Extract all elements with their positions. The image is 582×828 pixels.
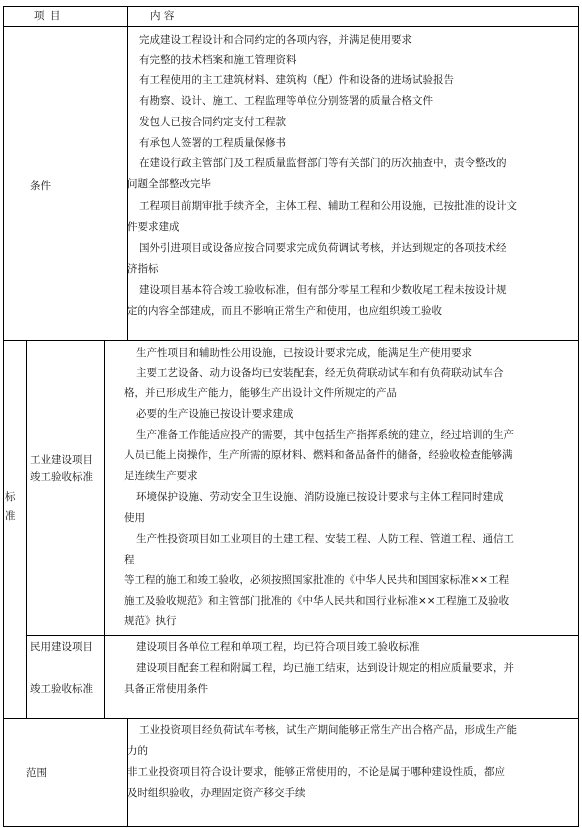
right-border	[578, 6, 579, 827]
industrial-line: 生产性项目和辅助性公用设施，已按设计要求完成，能满足生产使用要求	[136, 347, 472, 359]
conditions-line: 件要求建成	[127, 221, 180, 233]
conditions-bottom-divider	[3, 340, 579, 341]
industrial-line: 足连续生产要求	[124, 470, 198, 482]
industrial-line: 必要的生产设施已按设计要求建成	[136, 408, 294, 420]
civil-line: 建设项目配套工程和附属工程，均已施工结束，达到设计规定的相应质量要求，并	[136, 662, 514, 674]
standards-label-char: 标	[5, 491, 16, 503]
industrial-standard-label: 竣工验收标准	[30, 471, 93, 483]
column-divider-upper	[127, 6, 128, 340]
industrial-line: 人员已能上岗操作，生产所需的原材料、燃料和备品备件的储备，经验收检查能够满	[124, 449, 513, 461]
conditions-line: 济指标	[127, 263, 159, 275]
industrial-line: 生产性投资项目如工业项目的土建工程、安装工程、人防工程、管道工程、通信工	[136, 533, 514, 545]
industrial-line: 施工及验收规范》和主管部门批准的《中华人民共和国行业标准××工程施工及验收	[124, 595, 510, 607]
standards-label-char: 准	[5, 510, 16, 522]
conditions-line: 在建设行政主管部门及工程质量监督部门等有关部门的历次抽查中，责令整改的	[139, 157, 507, 169]
scope-line: 工业投资项目经负荷试车考核，试生产期间能够正常生产出合格产品，形成生产能	[139, 724, 517, 736]
conditions-line: 有完整的技术档案和施工管理资料	[139, 54, 297, 66]
conditions-line: 完成建设工程设计和合同约定的各项内容，并满足使用要求	[139, 34, 412, 46]
column-divider-standards	[104, 340, 105, 718]
industrial-line: 程	[124, 554, 135, 566]
civil-line: 具备正常使用条件	[124, 683, 208, 695]
industrial-standard-label: 工业建设项目	[30, 454, 93, 466]
conditions-line: 有承包人签署的工程质量保修书	[139, 137, 286, 149]
civil-standard-label: 民用建设项目	[30, 641, 93, 653]
industrial-line: 规范》执行	[124, 615, 177, 627]
scope-line: 非工业投资项目符合设计要求，能够正常使用的，不论是属于哪种建设性质，都应	[127, 766, 505, 778]
industrial-line: 使用	[124, 512, 145, 524]
standards-bottom-divider	[3, 718, 579, 719]
civil-line: 建设项目各单位工程和单项工程，均已符合项目竣工验收标准	[136, 641, 420, 653]
conditions-line: 有工程使用的主工建筑材料、建筑构（配）件和设备的进场试验报告	[139, 74, 454, 86]
industrial-line: 环境保护设施、劳动安全卫生设施、消防设施已按设计要求与主体工程同时建成	[136, 491, 504, 503]
scope-line: 及时组织验收，办理固定资产移交手续	[127, 787, 306, 799]
left-border	[3, 6, 4, 827]
civil-standard-label: 竣工验收标准	[30, 683, 93, 695]
conditions-line: 有勘察、设计、施工、工程监理等单位分别签署的质量合格文件	[139, 95, 433, 107]
header-item-label: 项 目	[34, 10, 62, 22]
bottom-border	[3, 826, 579, 827]
conditions-line: 发包人已按合同约定支付工程款	[139, 116, 286, 128]
header-divider	[3, 26, 579, 27]
industrial-line: 生产准备工作能适应投产的需要，其中包括生产指挥系统的建立，经过培训的生产	[136, 429, 514, 441]
industrial-line: 等工程的施工和竣工验收，必须按照国家批准的《中华人民共和国国家标准××工程	[124, 574, 510, 586]
conditions-line: 工程项目前期审批手续齐全，主体工程、辅助工程和公用设施，已按批准的设计文	[139, 200, 517, 212]
industrial-line: 主要工艺设备、动力设备均已安装配套，经无负荷联动试车和有负荷联动试车合	[136, 367, 504, 379]
scope-line: 力的	[127, 745, 148, 757]
standards-sub-divider	[26, 340, 27, 718]
top-border	[3, 6, 579, 7]
header-content-label: 内 容	[150, 10, 175, 22]
conditions-line: 定的内容全部建成，而且不影响正常生产和使用，也应组织竣工验收	[127, 305, 442, 317]
industrial-civil-divider	[26, 635, 579, 636]
conditions-label: 条件	[30, 180, 51, 192]
conditions-line: 问题全部整改完毕	[127, 178, 211, 190]
industrial-line: 格，并已形成生产能力，能够生产出设计文件所规定的产品	[124, 387, 397, 399]
conditions-line: 国外引进项目或设备应按合同要求完成负荷调试考核，并达到规定的各项技术经	[139, 242, 507, 254]
scope-label: 范围	[26, 767, 47, 779]
conditions-line: 建设项目基本符合竣工验收标准，但有部分零星工程和少数收尾工程未按设计规	[139, 284, 507, 296]
